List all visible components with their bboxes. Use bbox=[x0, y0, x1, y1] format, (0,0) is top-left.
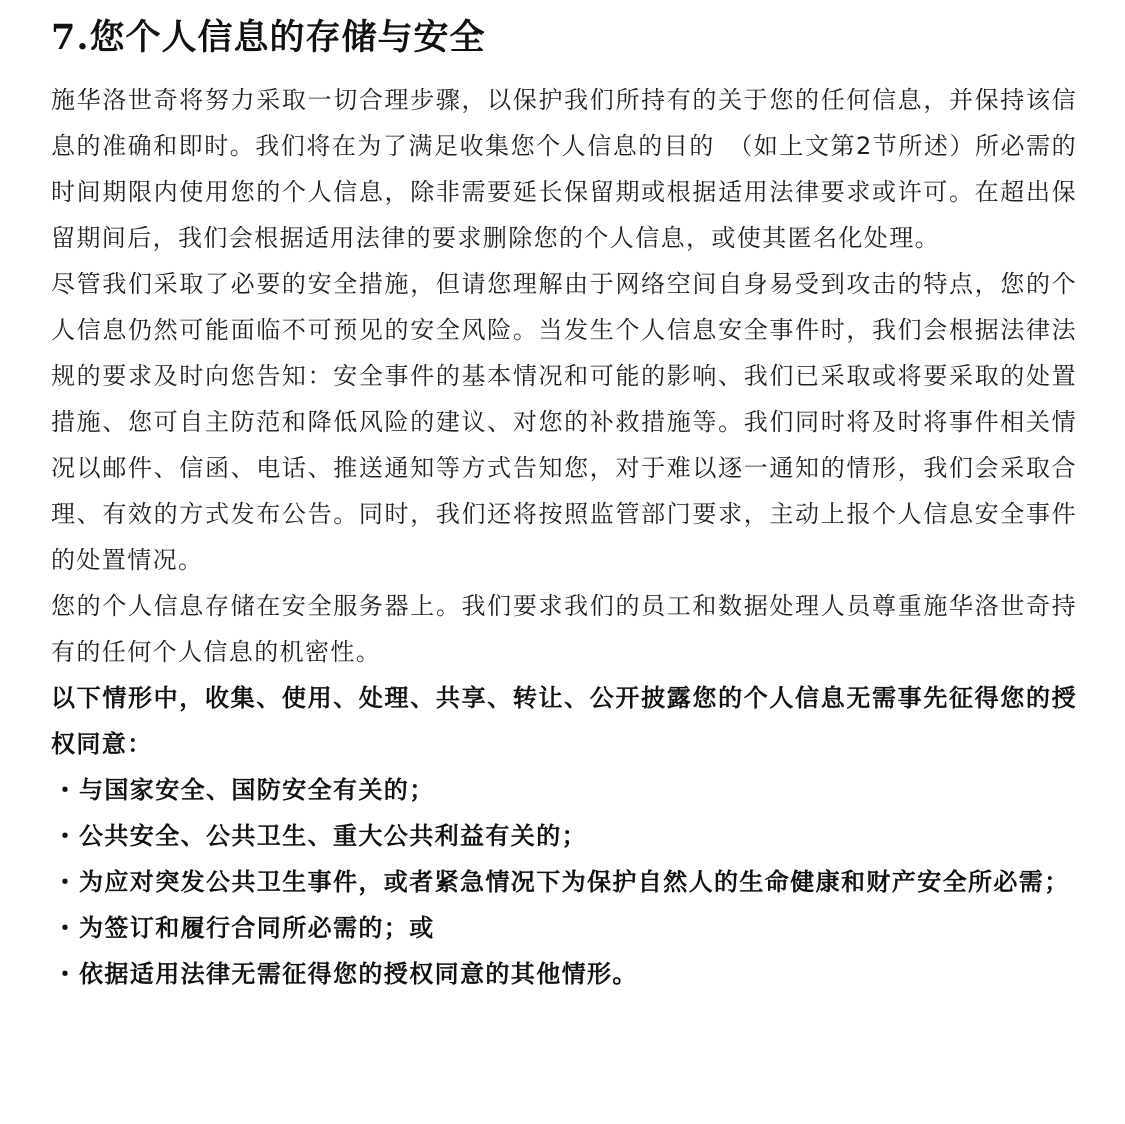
bullet-icon: ・ bbox=[53, 914, 79, 942]
bullet-icon: ・ bbox=[53, 822, 79, 850]
bullet-icon: ・ bbox=[53, 776, 79, 804]
list-item-text: 与国家安全、国防安全有关的； bbox=[79, 776, 435, 804]
list-item-text: 为应对突发公共卫生事件，或者紧急情况下为保护自然人的生命健康和财产安全所必需； bbox=[79, 868, 1070, 896]
list-item-text: 依据适用法律无需征得您的授权同意的其他情形。 bbox=[79, 960, 638, 988]
paragraph-storage: 您的个人信息存储在安全服务器上。我们要求我们的员工和数据处理人员尊重施华洛世奇持有的任何个人信息的机密性。 bbox=[51, 592, 1077, 666]
exceptions-intro: 以下情形中，收集、使用、处理、共享、转让、公开披露您的个人信息无需事先征得您的授权同意： bbox=[51, 684, 1077, 758]
list-item bbox=[51, 767, 1077, 813]
list-item bbox=[51, 813, 1077, 859]
list-item bbox=[51, 859, 1077, 905]
list-item-text: 公共安全、公共卫生、重大公共利益有关的； bbox=[79, 822, 587, 850]
bullet-icon: ・ bbox=[53, 960, 79, 988]
list-item bbox=[51, 951, 1077, 997]
paragraph-security-incident: 尽管我们采取了必要的安全措施，但请您理解由于网络空间自身易受到攻击的特点，您的个人信息仍然可能面临不可预见的安全风险。当发生个人信息安全事件时，我们会根据法律法规的要求及时向您告知：安全事件的基本情况和可能的影响、我们已采取或将要采取的处置措施、您可自主防范和降低风险的建议、对您的补救措施等。我们同时将及时将事件相关情况以邮件、信函、电话、推送通知等方式告知您，对于难以逐一通知的情形，我们会采取合理、有效的方式发布公告。同时，我们还将按照监管部门要求，主动上报个人信息安全事件的处置情况。 bbox=[51, 270, 1077, 574]
exceptions-list bbox=[51, 767, 1077, 997]
section-title: 7.您个人信息的存储与安全 bbox=[51, 17, 486, 58]
bullet-icon: ・ bbox=[53, 868, 79, 896]
list-item-text: 为签订和履行合同所必需的；或 bbox=[79, 914, 435, 942]
paragraph-retention: 施华洛世奇将努力采取一切合理步骤，以保护我们所持有的关于您的任何信息，并保持该信息的准确和即时。我们将在为了满足收集您个人信息的目的 （如上文第2节所述）所必需的时间期限内使用您的个人信息，除非需要延长保留期或根据适用法律要求或许可。在超出保留期间后，我们会根据适用法律的要求删除您的个人信息，或使其匿名化处理。 bbox=[51, 86, 1077, 252]
list-item bbox=[51, 905, 1077, 951]
